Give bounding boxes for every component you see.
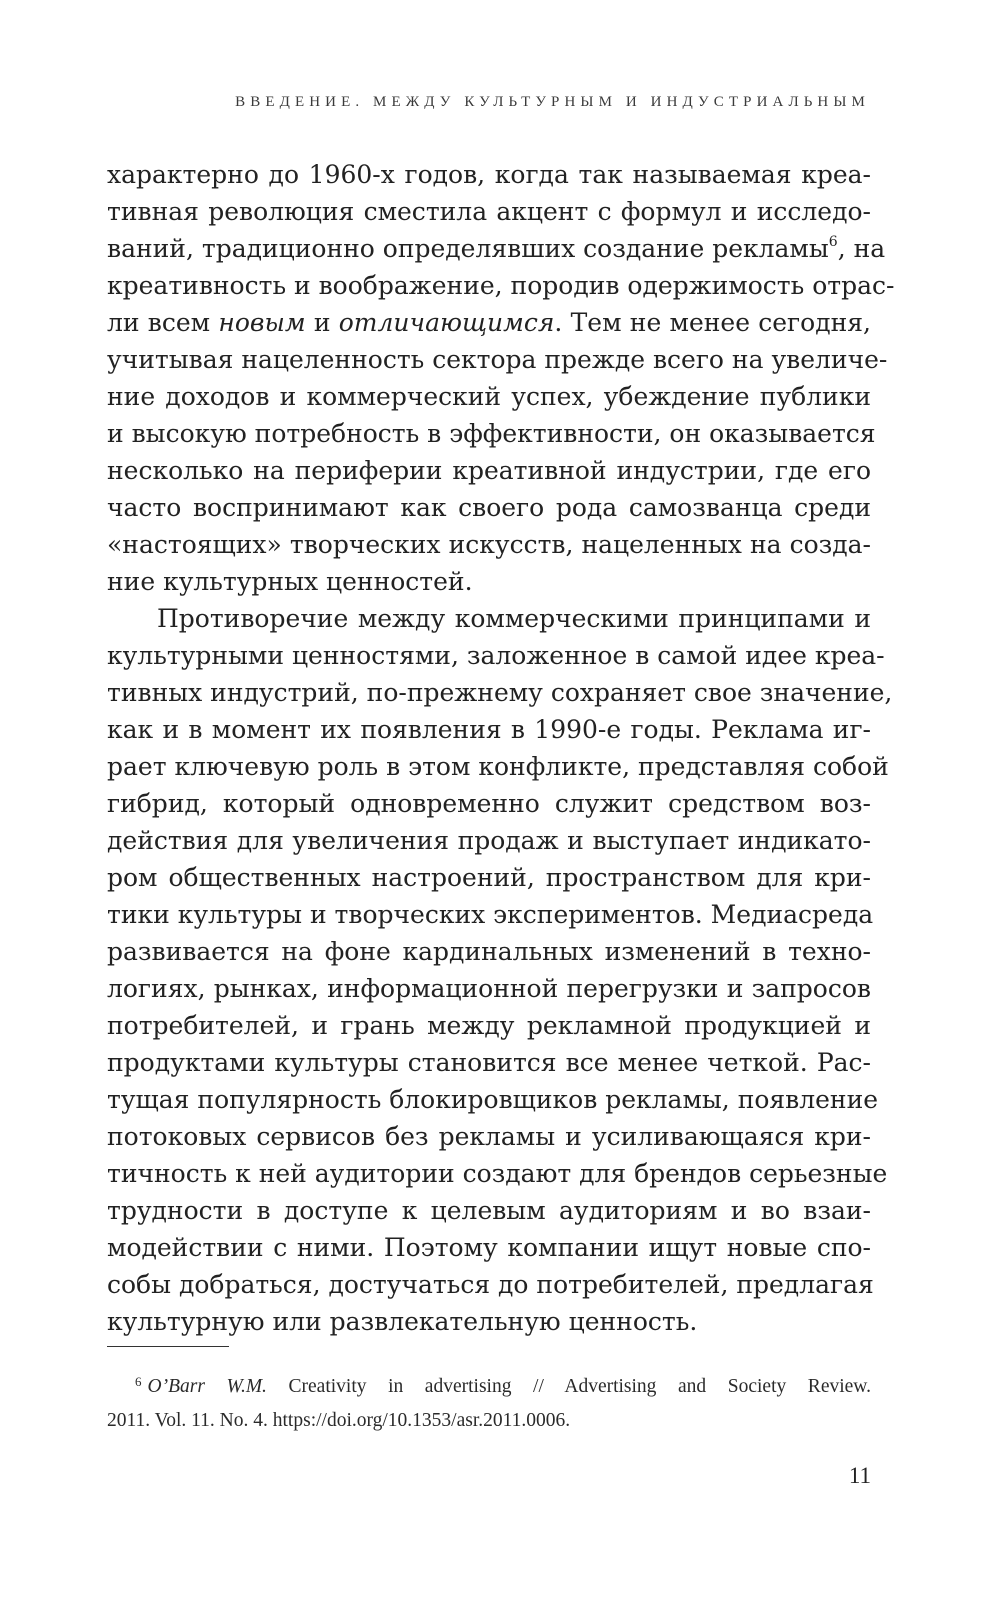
paragraph-1	[107, 156, 895, 600]
text-line: продуктами культуры становится все менее четкой. Рас-	[107, 1048, 871, 1077]
text-line: трудности в доступе к целевым аудиториям и во взаи-	[107, 1196, 871, 1225]
footnote-author: O’Barr W.M.	[147, 1376, 267, 1397]
italic-term: отличающимся	[338, 308, 555, 337]
text-line: тивная революция сместила акцент с формул и исследо-	[107, 197, 871, 226]
text-line: потоковых сервисов без рекламы и усиливающаяся кри-	[107, 1122, 871, 1151]
text-line: креативность и воображение, породив одержимость отрас-	[107, 271, 895, 300]
text-line: ром общественных настроений, пространством для кри-	[107, 863, 871, 892]
text-line: и высокую потребность в эффективности, он оказывается	[107, 419, 876, 448]
text-line: рает ключевую роль в этом конфликте, представляя собой	[107, 752, 889, 781]
italic-term: новым	[218, 308, 306, 337]
footnote	[107, 1370, 871, 1438]
text-line: характерно до 1960-х годов, когда так называемая креа-	[107, 160, 871, 189]
text-line	[107, 304, 871, 341]
text-line: тущая популярность блокировщиков рекламы, появление	[107, 1085, 879, 1114]
paragraph-2	[107, 600, 893, 1340]
text-line: культурными ценностями, заложенное в самой идее креа-	[107, 641, 885, 670]
text-line: действия для увеличения продаж и выступает индикато-	[107, 826, 871, 855]
footnote-line: 2011. Vol. 11. No. 4. https://doi.org/10.1353/asr.2011.0006.	[107, 1410, 571, 1431]
text-line	[107, 230, 886, 267]
text-line: модействии с ними. Поэтому компании ищут новые спо-	[107, 1233, 871, 1262]
text-line: ние культурных ценностей.	[107, 567, 473, 596]
text-line: тики культуры и творческих экспериментов. Медиасреда	[107, 900, 874, 929]
text-line: гибрид, который одновременно служит средством воз-	[107, 789, 871, 818]
running-head: ВВЕДЕНИЕ. МЕЖДУ КУЛЬТУРНЫМ И ИНДУСТРИАЛЬНЫМ	[235, 94, 870, 110]
text-line: ние доходов и коммерческий успех, убеждение публики	[107, 382, 871, 411]
text-line: тичность к ней аудитории создают для брендов серьезные	[107, 1159, 888, 1188]
text-line: «настоящих» творческих искусств, нацеленных на созда-	[107, 530, 871, 559]
text-line: тивных индустрий, по-прежнему сохраняет свое значение,	[107, 678, 893, 707]
text-line: собы добраться, достучаться до потребителей, предлагая	[107, 1270, 874, 1299]
text-line: культурную или развлекательную ценность.	[107, 1307, 698, 1336]
page-number: 11	[848, 1463, 871, 1488]
text-fragment: и	[305, 308, 339, 337]
text-fragment: , на	[837, 234, 886, 263]
text-line: Противоречие между коммерческими принципами и	[157, 604, 871, 633]
text-fragment: ваний, традиционно определявших создание рекламы	[107, 234, 829, 263]
body-text	[107, 156, 895, 1340]
text-line: развивается на фоне кардинальных изменений в техно-	[107, 937, 871, 966]
text-line: часто воспринимают как своего рода самозванца среди	[107, 493, 871, 522]
text-line: потребителей, и грань между рекламной продукцией и	[107, 1011, 871, 1040]
footnote-divider	[107, 1346, 229, 1347]
text-fragment: ли всем	[107, 308, 219, 337]
text-line: учитывая нацеленность сектора прежде всего на увеличе-	[107, 345, 888, 374]
footnote-text: Creativity in advertising // Advertising and Society Review.	[266, 1376, 871, 1397]
text-fragment: . Тем не менее сегодня,	[554, 308, 871, 337]
footnote-line: 6 O’Barr W.M. Creativity in advertising // Advertising and Society Review.	[135, 1374, 871, 1397]
text-line: логиях, рынках, информационной перегрузки и запросов	[107, 974, 871, 1003]
footnote-reference[interactable]: 6	[828, 234, 838, 250]
text-line: несколько на периферии креативной индустрии, где его	[107, 456, 871, 485]
text-line: как и в момент их появления в 1990-е годы. Реклама иг-	[107, 715, 871, 744]
